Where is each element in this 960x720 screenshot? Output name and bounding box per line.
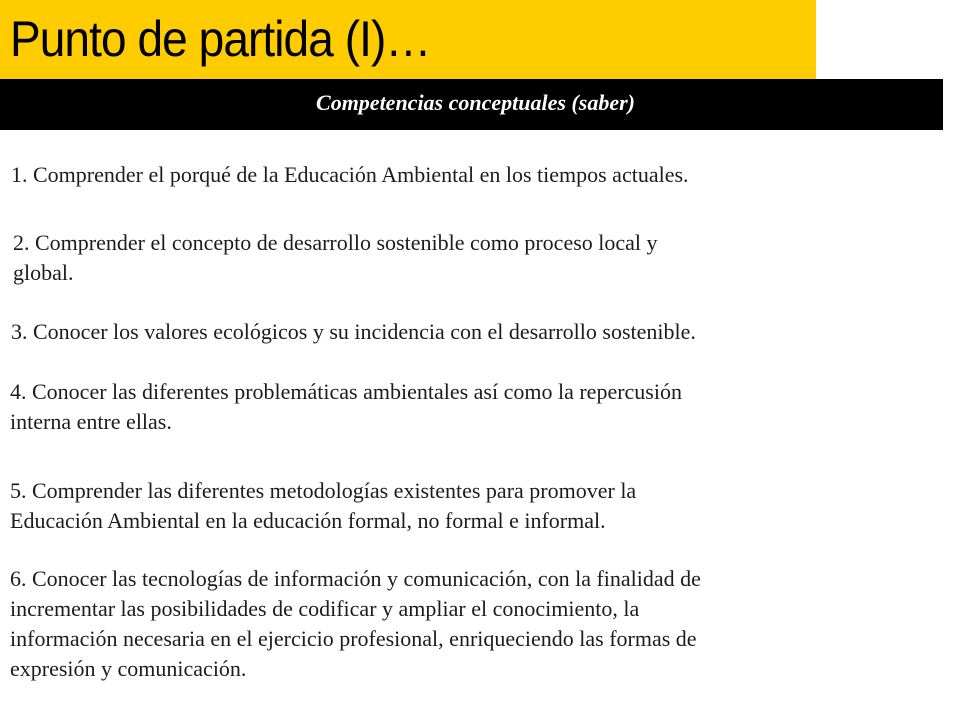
title-band: [0, 0, 816, 80]
competency-item-5: 5. Comprender las diferentes metodologías existentes para promover la Educación Ambiental en la educación formal, no formal e informal.: [10, 478, 637, 533]
competency-item-4: 4. Conocer las diferentes problemáticas ambientales así como la repercusión interna entre ellas.: [10, 379, 682, 434]
subtitle-band: [0, 79, 943, 130]
competency-item-1: 1. Comprender el porqué de la Educación Ambiental en los tiempos actuales.: [11, 162, 689, 187]
slide-title: Punto de partida (I)…: [10, 11, 431, 67]
competency-item-2: 2. Comprender el concepto de desarrollo sostenible como proceso local y global.: [13, 230, 658, 285]
competency-item-3: 3. Conocer los valores ecológicos y su incidencia con el desarrollo sostenible.: [11, 319, 696, 344]
competency-item-6: 6. Conocer las tecnologías de información y comunicación, con la finalidad de incrementar las posibilidades de codificar y ampliar el conocimiento, la información necesaria en el ejercicio profesional, enriqueciendo las formas de expresión y comunicación.: [10, 566, 701, 681]
slide-subtitle: Competencias conceptuales (saber): [316, 90, 635, 115]
